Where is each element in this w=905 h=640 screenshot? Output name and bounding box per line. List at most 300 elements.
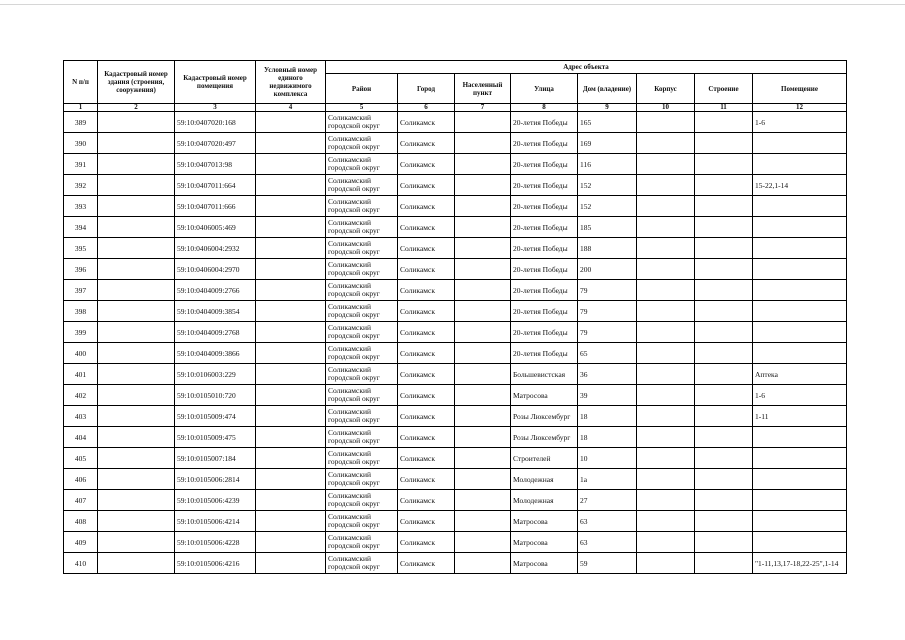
- settlement-cell: [455, 154, 511, 175]
- building-cadastral-cell: [98, 364, 175, 385]
- structure-cell: [695, 301, 753, 322]
- room-cell: [753, 448, 847, 469]
- row-number-cell: 398: [64, 301, 98, 322]
- column-number-cell: 9: [578, 104, 637, 112]
- district-cell: Соликамский городской округ: [326, 490, 398, 511]
- room-cell: [753, 427, 847, 448]
- complex-number-cell: [256, 238, 326, 259]
- district-cell: Соликамский городской округ: [326, 280, 398, 301]
- settlement-cell: [455, 427, 511, 448]
- structure-cell: [695, 553, 753, 574]
- complex-number-cell: [256, 217, 326, 238]
- corpus-cell: [637, 448, 695, 469]
- complex-number-cell: [256, 364, 326, 385]
- district-cell: Соликамский городской округ: [326, 322, 398, 343]
- structure-cell: [695, 280, 753, 301]
- complex-number-cell: [256, 154, 326, 175]
- street-cell: 20-летия Победы: [511, 259, 578, 280]
- room-cadastral-cell: 59:10:0106003:229: [175, 364, 256, 385]
- city-cell: Соликамск: [398, 217, 455, 238]
- street-cell: 20-летия Победы: [511, 238, 578, 259]
- structure-cell: [695, 490, 753, 511]
- street-cell: 20-летия Победы: [511, 112, 578, 133]
- document-page: [63, 60, 847, 574]
- column-number-cell: 4: [256, 104, 326, 112]
- row-number-cell: 409: [64, 532, 98, 553]
- city-cell: Соликамск: [398, 406, 455, 427]
- street-cell: 20-летия Победы: [511, 175, 578, 196]
- district-cell: Соликамский городской округ: [326, 175, 398, 196]
- building-cadastral-cell: [98, 154, 175, 175]
- corpus-cell: [637, 511, 695, 532]
- house-cell: 185: [578, 217, 637, 238]
- structure-cell: [695, 133, 753, 154]
- complex-number-cell: [256, 532, 326, 553]
- house-cell: 200: [578, 259, 637, 280]
- col-header-room: Помещение: [753, 74, 847, 104]
- settlement-cell: [455, 343, 511, 364]
- structure-cell: [695, 112, 753, 133]
- house-cell: 79: [578, 322, 637, 343]
- house-cell: 39: [578, 385, 637, 406]
- row-number-cell: 403: [64, 406, 98, 427]
- col-header-room-cadastral: Кадастровый номер помещения: [175, 61, 256, 104]
- col-header-city: Город: [398, 74, 455, 104]
- street-cell: Розы Люксембург: [511, 406, 578, 427]
- room-cell: [753, 490, 847, 511]
- complex-number-cell: [256, 301, 326, 322]
- structure-cell: [695, 406, 753, 427]
- district-cell: Соликамский городской округ: [326, 553, 398, 574]
- complex-number-cell: [256, 448, 326, 469]
- structure-cell: [695, 532, 753, 553]
- building-cadastral-cell: [98, 217, 175, 238]
- col-header-corpus: Корпус: [637, 74, 695, 104]
- settlement-cell: [455, 511, 511, 532]
- room-cell: [753, 532, 847, 553]
- structure-cell: [695, 511, 753, 532]
- settlement-cell: [455, 532, 511, 553]
- city-cell: Соликамск: [398, 490, 455, 511]
- room-cadastral-cell: 59:10:0105007:184: [175, 448, 256, 469]
- room-cell: 15-22,1-14: [753, 175, 847, 196]
- corpus-cell: [637, 490, 695, 511]
- city-cell: Соликамск: [398, 196, 455, 217]
- col-header-num: N п/п: [64, 61, 98, 104]
- settlement-cell: [455, 385, 511, 406]
- settlement-cell: [455, 196, 511, 217]
- structure-cell: [695, 448, 753, 469]
- room-cadastral-cell: 59:10:0105006:4214: [175, 511, 256, 532]
- corpus-cell: [637, 343, 695, 364]
- room-cell: [753, 238, 847, 259]
- room-cadastral-cell: 59:10:0406004:2970: [175, 259, 256, 280]
- city-cell: Соликамск: [398, 385, 455, 406]
- building-cadastral-cell: [98, 112, 175, 133]
- settlement-cell: [455, 280, 511, 301]
- building-cadastral-cell: [98, 511, 175, 532]
- building-cadastral-cell: [98, 322, 175, 343]
- building-cadastral-cell: [98, 196, 175, 217]
- house-cell: 65: [578, 343, 637, 364]
- column-number-cell: 8: [511, 104, 578, 112]
- column-number-cell: 7: [455, 104, 511, 112]
- settlement-cell: [455, 490, 511, 511]
- city-cell: Соликамск: [398, 427, 455, 448]
- complex-number-cell: [256, 280, 326, 301]
- house-cell: 165: [578, 112, 637, 133]
- room-cadastral-cell: 59:10:0406004:2932: [175, 238, 256, 259]
- row-number-cell: 400: [64, 343, 98, 364]
- structure-cell: [695, 154, 753, 175]
- room-cadastral-cell: 59:10:0406005:469: [175, 217, 256, 238]
- room-cell: "1-11,13,17-18,22-25",1-14: [753, 553, 847, 574]
- street-cell: Молодежная: [511, 469, 578, 490]
- column-number-cell: 1: [64, 104, 98, 112]
- complex-number-cell: [256, 112, 326, 133]
- table-row: [64, 112, 847, 133]
- structure-cell: [695, 196, 753, 217]
- room-cell: [753, 154, 847, 175]
- city-cell: Соликамск: [398, 154, 455, 175]
- room-cell: [753, 196, 847, 217]
- col-header-district: Район: [326, 74, 398, 104]
- district-cell: Соликамский городской округ: [326, 364, 398, 385]
- corpus-cell: [637, 469, 695, 490]
- district-cell: Соликамский городской округ: [326, 469, 398, 490]
- building-cadastral-cell: [98, 238, 175, 259]
- structure-cell: [695, 238, 753, 259]
- row-number-cell: 396: [64, 259, 98, 280]
- street-cell: Матросова: [511, 511, 578, 532]
- city-cell: Соликамск: [398, 553, 455, 574]
- city-cell: Соликамск: [398, 133, 455, 154]
- house-cell: 18: [578, 427, 637, 448]
- settlement-cell: [455, 448, 511, 469]
- city-cell: Соликамск: [398, 112, 455, 133]
- col-header-settlement: Населенный пункт: [455, 74, 511, 104]
- column-number-cell: 6: [398, 104, 455, 112]
- corpus-cell: [637, 553, 695, 574]
- settlement-cell: [455, 553, 511, 574]
- room-cadastral-cell: 59:10:0105006:4239: [175, 490, 256, 511]
- row-number-cell: 391: [64, 154, 98, 175]
- city-cell: Соликамск: [398, 175, 455, 196]
- street-cell: 20-летия Победы: [511, 343, 578, 364]
- house-cell: 18: [578, 406, 637, 427]
- city-cell: Соликамск: [398, 280, 455, 301]
- complex-number-cell: [256, 259, 326, 280]
- table-row: [64, 343, 847, 364]
- room-cadastral-cell: 59:10:0407020:168: [175, 112, 256, 133]
- complex-number-cell: [256, 511, 326, 532]
- city-cell: Соликамск: [398, 364, 455, 385]
- room-cell: [753, 301, 847, 322]
- city-cell: Соликамск: [398, 259, 455, 280]
- structure-cell: [695, 343, 753, 364]
- room-cadastral-cell: 59:10:0105006:2814: [175, 469, 256, 490]
- table-row: [64, 259, 847, 280]
- row-number-cell: 393: [64, 196, 98, 217]
- row-number-cell: 394: [64, 217, 98, 238]
- complex-number-cell: [256, 427, 326, 448]
- district-cell: Соликамский городской округ: [326, 196, 398, 217]
- table-row: [64, 133, 847, 154]
- column-number-cell: 11: [695, 104, 753, 112]
- house-cell: 79: [578, 301, 637, 322]
- district-cell: Соликамский городской округ: [326, 448, 398, 469]
- table-row: [64, 322, 847, 343]
- table-row: [64, 175, 847, 196]
- house-cell: 152: [578, 175, 637, 196]
- table-row: [64, 154, 847, 175]
- corpus-cell: [637, 385, 695, 406]
- building-cadastral-cell: [98, 427, 175, 448]
- row-number-cell: 395: [64, 238, 98, 259]
- city-cell: Соликамск: [398, 343, 455, 364]
- district-cell: Соликамский городской округ: [326, 112, 398, 133]
- street-cell: 20-летия Победы: [511, 196, 578, 217]
- table-row: [64, 427, 847, 448]
- structure-cell: [695, 427, 753, 448]
- complex-number-cell: [256, 343, 326, 364]
- row-number-cell: 407: [64, 490, 98, 511]
- street-cell: Строителей: [511, 448, 578, 469]
- corpus-cell: [637, 406, 695, 427]
- room-cell: 1-11: [753, 406, 847, 427]
- col-header-house: Дом (владение): [578, 74, 637, 104]
- room-cadastral-cell: 59:10:0407011:664: [175, 175, 256, 196]
- building-cadastral-cell: [98, 490, 175, 511]
- house-cell: 188: [578, 238, 637, 259]
- corpus-cell: [637, 175, 695, 196]
- room-cadastral-cell: 59:10:0105010:720: [175, 385, 256, 406]
- street-cell: Матросова: [511, 553, 578, 574]
- district-cell: Соликамский городской округ: [326, 511, 398, 532]
- column-number-row: [64, 104, 847, 112]
- city-cell: Соликамск: [398, 448, 455, 469]
- room-cell: [753, 511, 847, 532]
- district-cell: Соликамский городской округ: [326, 259, 398, 280]
- property-register-table: [63, 60, 847, 574]
- table-row: [64, 364, 847, 385]
- room-cell: [753, 469, 847, 490]
- city-cell: Соликамск: [398, 469, 455, 490]
- row-number-cell: 399: [64, 322, 98, 343]
- corpus-cell: [637, 238, 695, 259]
- corpus-cell: [637, 259, 695, 280]
- house-cell: 152: [578, 196, 637, 217]
- table-row: [64, 490, 847, 511]
- row-number-cell: 401: [64, 364, 98, 385]
- city-cell: Соликамск: [398, 322, 455, 343]
- city-cell: Соликамск: [398, 301, 455, 322]
- table-header: [64, 61, 847, 112]
- row-number-cell: 390: [64, 133, 98, 154]
- building-cadastral-cell: [98, 406, 175, 427]
- page-top-rule: [0, 4, 905, 5]
- room-cadastral-cell: 59:10:0105009:474: [175, 406, 256, 427]
- district-cell: Соликамский городской округ: [326, 532, 398, 553]
- district-cell: Соликамский городской округ: [326, 385, 398, 406]
- district-cell: Соликамский городской округ: [326, 343, 398, 364]
- table-body: [64, 112, 847, 574]
- building-cadastral-cell: [98, 133, 175, 154]
- structure-cell: [695, 385, 753, 406]
- room-cell: 1-6: [753, 112, 847, 133]
- room-cadastral-cell: 59:10:0407013:98: [175, 154, 256, 175]
- district-cell: Соликамский городской округ: [326, 427, 398, 448]
- column-number-cell: 2: [98, 104, 175, 112]
- room-cadastral-cell: 59:10:0404009:2768: [175, 322, 256, 343]
- building-cadastral-cell: [98, 343, 175, 364]
- row-number-cell: 405: [64, 448, 98, 469]
- settlement-cell: [455, 112, 511, 133]
- street-cell: 20-летия Победы: [511, 322, 578, 343]
- column-number-cell: 10: [637, 104, 695, 112]
- corpus-cell: [637, 301, 695, 322]
- corpus-cell: [637, 427, 695, 448]
- room-cadastral-cell: 59:10:0407011:666: [175, 196, 256, 217]
- table-row: [64, 469, 847, 490]
- district-cell: Соликамский городской округ: [326, 406, 398, 427]
- column-number-cell: 12: [753, 104, 847, 112]
- col-header-street: Улица: [511, 74, 578, 104]
- table-row: [64, 448, 847, 469]
- building-cadastral-cell: [98, 259, 175, 280]
- room-cadastral-cell: 59:10:0105006:4228: [175, 532, 256, 553]
- structure-cell: [695, 259, 753, 280]
- room-cadastral-cell: 59:10:0404009:2766: [175, 280, 256, 301]
- col-header-address: Адрес объекта: [326, 61, 847, 74]
- row-number-cell: 389: [64, 112, 98, 133]
- complex-number-cell: [256, 175, 326, 196]
- room-cell: [753, 217, 847, 238]
- structure-cell: [695, 217, 753, 238]
- settlement-cell: [455, 175, 511, 196]
- house-cell: 116: [578, 154, 637, 175]
- room-cell: [753, 322, 847, 343]
- corpus-cell: [637, 133, 695, 154]
- row-number-cell: 406: [64, 469, 98, 490]
- table-row: [64, 238, 847, 259]
- table-row: [64, 532, 847, 553]
- district-cell: Соликамский городской округ: [326, 301, 398, 322]
- street-cell: 20-летия Победы: [511, 280, 578, 301]
- room-cell: [753, 259, 847, 280]
- complex-number-cell: [256, 385, 326, 406]
- table-row: [64, 406, 847, 427]
- building-cadastral-cell: [98, 385, 175, 406]
- table-row: [64, 217, 847, 238]
- structure-cell: [695, 322, 753, 343]
- house-cell: 169: [578, 133, 637, 154]
- building-cadastral-cell: [98, 469, 175, 490]
- street-cell: 20-летия Победы: [511, 217, 578, 238]
- settlement-cell: [455, 469, 511, 490]
- corpus-cell: [637, 112, 695, 133]
- room-cell: [753, 343, 847, 364]
- complex-number-cell: [256, 406, 326, 427]
- settlement-cell: [455, 133, 511, 154]
- district-cell: Соликамский городской округ: [326, 133, 398, 154]
- street-cell: Большевистская: [511, 364, 578, 385]
- building-cadastral-cell: [98, 553, 175, 574]
- room-cadastral-cell: 59:10:0407020:497: [175, 133, 256, 154]
- corpus-cell: [637, 154, 695, 175]
- settlement-cell: [455, 259, 511, 280]
- city-cell: Соликамск: [398, 238, 455, 259]
- street-cell: 20-летия Победы: [511, 154, 578, 175]
- table-row: [64, 196, 847, 217]
- room-cell: [753, 280, 847, 301]
- structure-cell: [695, 175, 753, 196]
- complex-number-cell: [256, 553, 326, 574]
- complex-number-cell: [256, 133, 326, 154]
- corpus-cell: [637, 217, 695, 238]
- room-cadastral-cell: 59:10:0105009:475: [175, 427, 256, 448]
- street-cell: Розы Люксембург: [511, 427, 578, 448]
- house-cell: 63: [578, 511, 637, 532]
- settlement-cell: [455, 322, 511, 343]
- room-cadastral-cell: 59:10:0105006:4216: [175, 553, 256, 574]
- row-number-cell: 397: [64, 280, 98, 301]
- table-row: [64, 553, 847, 574]
- corpus-cell: [637, 364, 695, 385]
- district-cell: Соликамский городской округ: [326, 217, 398, 238]
- table-row: [64, 280, 847, 301]
- house-cell: 10: [578, 448, 637, 469]
- structure-cell: [695, 364, 753, 385]
- corpus-cell: [637, 280, 695, 301]
- col-header-structure: Строение: [695, 74, 753, 104]
- district-cell: Соликамский городской округ: [326, 154, 398, 175]
- house-cell: 79: [578, 280, 637, 301]
- district-cell: Соликамский городской округ: [326, 238, 398, 259]
- row-number-cell: 392: [64, 175, 98, 196]
- table-row: [64, 511, 847, 532]
- corpus-cell: [637, 322, 695, 343]
- room-cell: Аптека: [753, 364, 847, 385]
- street-cell: 20-летия Победы: [511, 301, 578, 322]
- street-cell: Молодежная: [511, 490, 578, 511]
- corpus-cell: [637, 196, 695, 217]
- table-row: [64, 301, 847, 322]
- settlement-cell: [455, 364, 511, 385]
- row-number-cell: 404: [64, 427, 98, 448]
- building-cadastral-cell: [98, 448, 175, 469]
- complex-number-cell: [256, 322, 326, 343]
- corpus-cell: [637, 532, 695, 553]
- settlement-cell: [455, 301, 511, 322]
- house-cell: 27: [578, 490, 637, 511]
- settlement-cell: [455, 406, 511, 427]
- complex-number-cell: [256, 196, 326, 217]
- city-cell: Соликамск: [398, 511, 455, 532]
- row-number-cell: 408: [64, 511, 98, 532]
- row-number-cell: 402: [64, 385, 98, 406]
- complex-number-cell: [256, 490, 326, 511]
- building-cadastral-cell: [98, 301, 175, 322]
- settlement-cell: [455, 238, 511, 259]
- room-cadastral-cell: 59:10:0404009:3854: [175, 301, 256, 322]
- building-cadastral-cell: [98, 280, 175, 301]
- room-cell: [753, 133, 847, 154]
- column-number-cell: 5: [326, 104, 398, 112]
- street-cell: Матросова: [511, 532, 578, 553]
- street-cell: 20-летия Победы: [511, 133, 578, 154]
- complex-number-cell: [256, 469, 326, 490]
